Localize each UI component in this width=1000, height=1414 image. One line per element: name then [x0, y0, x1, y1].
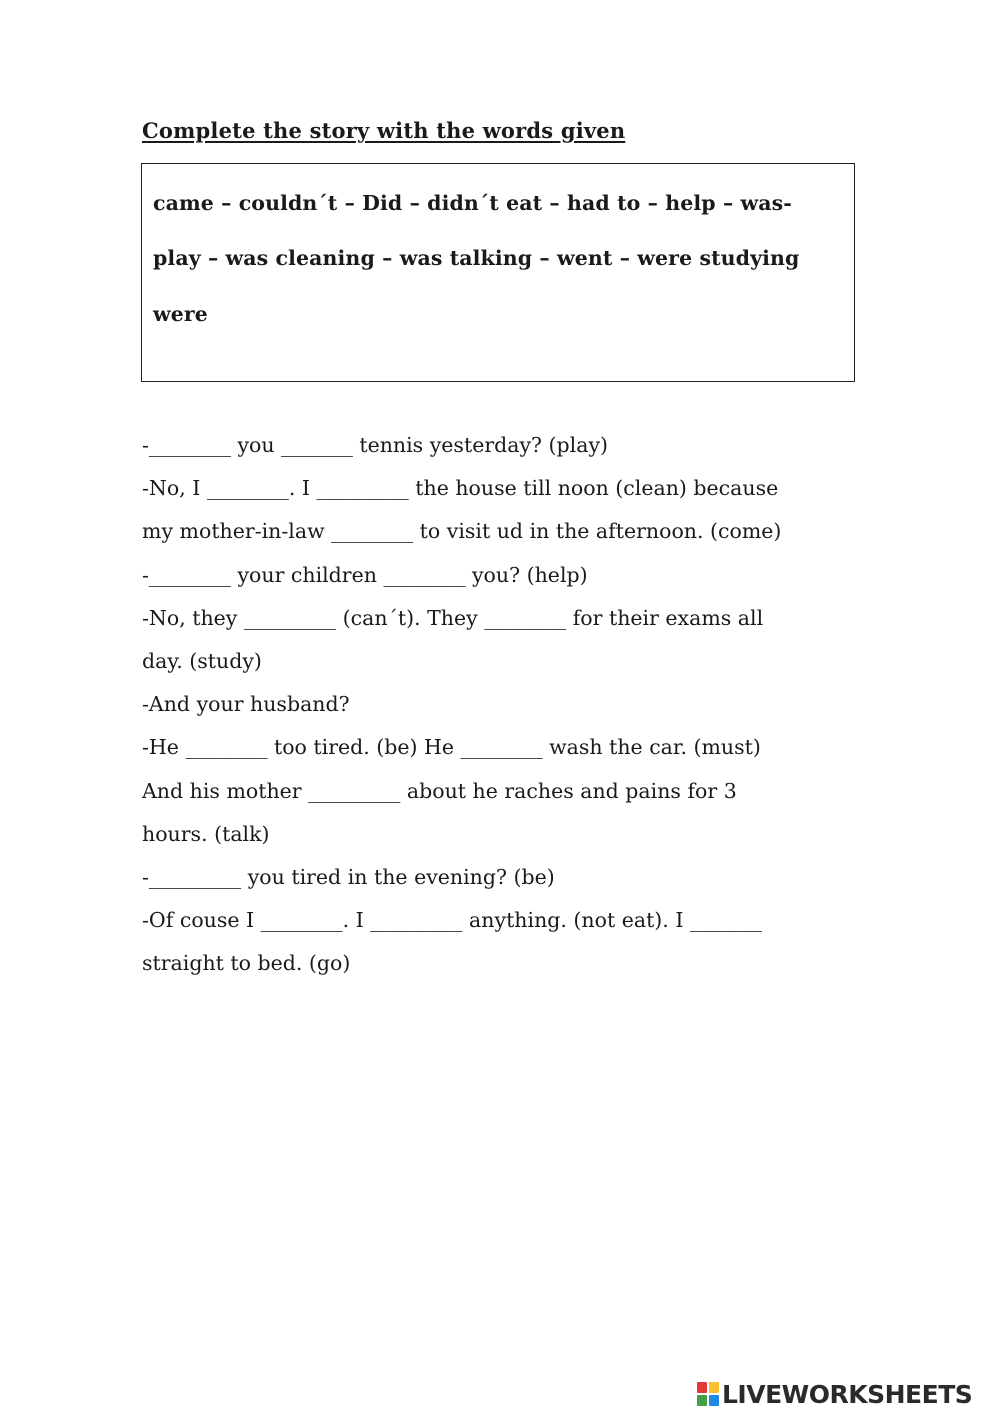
story-text: [142, 424, 872, 985]
story-line: -And your husband?: [142, 692, 350, 717]
story-line: -He ________ too tired. (be) He ________ wash the car. (must): [142, 735, 761, 760]
word-bank-line: were: [153, 302, 208, 326]
word-bank-line: came – couldn´t – Did – didn´t eat – had to – help – was-: [153, 191, 792, 215]
story-line: hours. (talk): [142, 821, 270, 846]
logo-square-yellow: [709, 1382, 719, 1393]
story-line: -________ your children ________ you? (help): [142, 562, 588, 587]
liveworksheets-logo: [697, 1376, 972, 1412]
story-line: -No, they _________ (can´t). They ________ for their exams all: [142, 605, 764, 630]
story-line: my mother-in-law ________ to visit ud in the afternoon. (come): [142, 519, 782, 544]
word-bank-box: [141, 163, 855, 382]
story-line: -Of couse I ________. I _________ anything. (not eat). I _______: [142, 908, 762, 933]
story-line: And his mother _________ about he raches and pains for 3: [142, 778, 737, 803]
logo-square-red: [697, 1382, 707, 1393]
story-line: -_________ you tired in the evening? (be): [142, 864, 555, 889]
story-line: -No, I ________. I _________ the house till noon (clean) because: [142, 476, 779, 501]
logo-square-blue: [709, 1395, 719, 1406]
story-line: -________ you _______ tennis yesterday? (play): [142, 433, 609, 457]
logo-text: LIVEWORKSHEETS: [722, 1379, 973, 1409]
story-line: day. (study): [142, 648, 262, 673]
story-line: straight to bed. (go): [142, 951, 351, 976]
logo-squares-icon: [697, 1382, 719, 1406]
logo-square-green: [697, 1395, 707, 1406]
word-bank-line: play – was cleaning – was talking – went – were studying: [153, 246, 800, 270]
worksheet-title: Complete the story with the words given: [142, 118, 626, 143]
